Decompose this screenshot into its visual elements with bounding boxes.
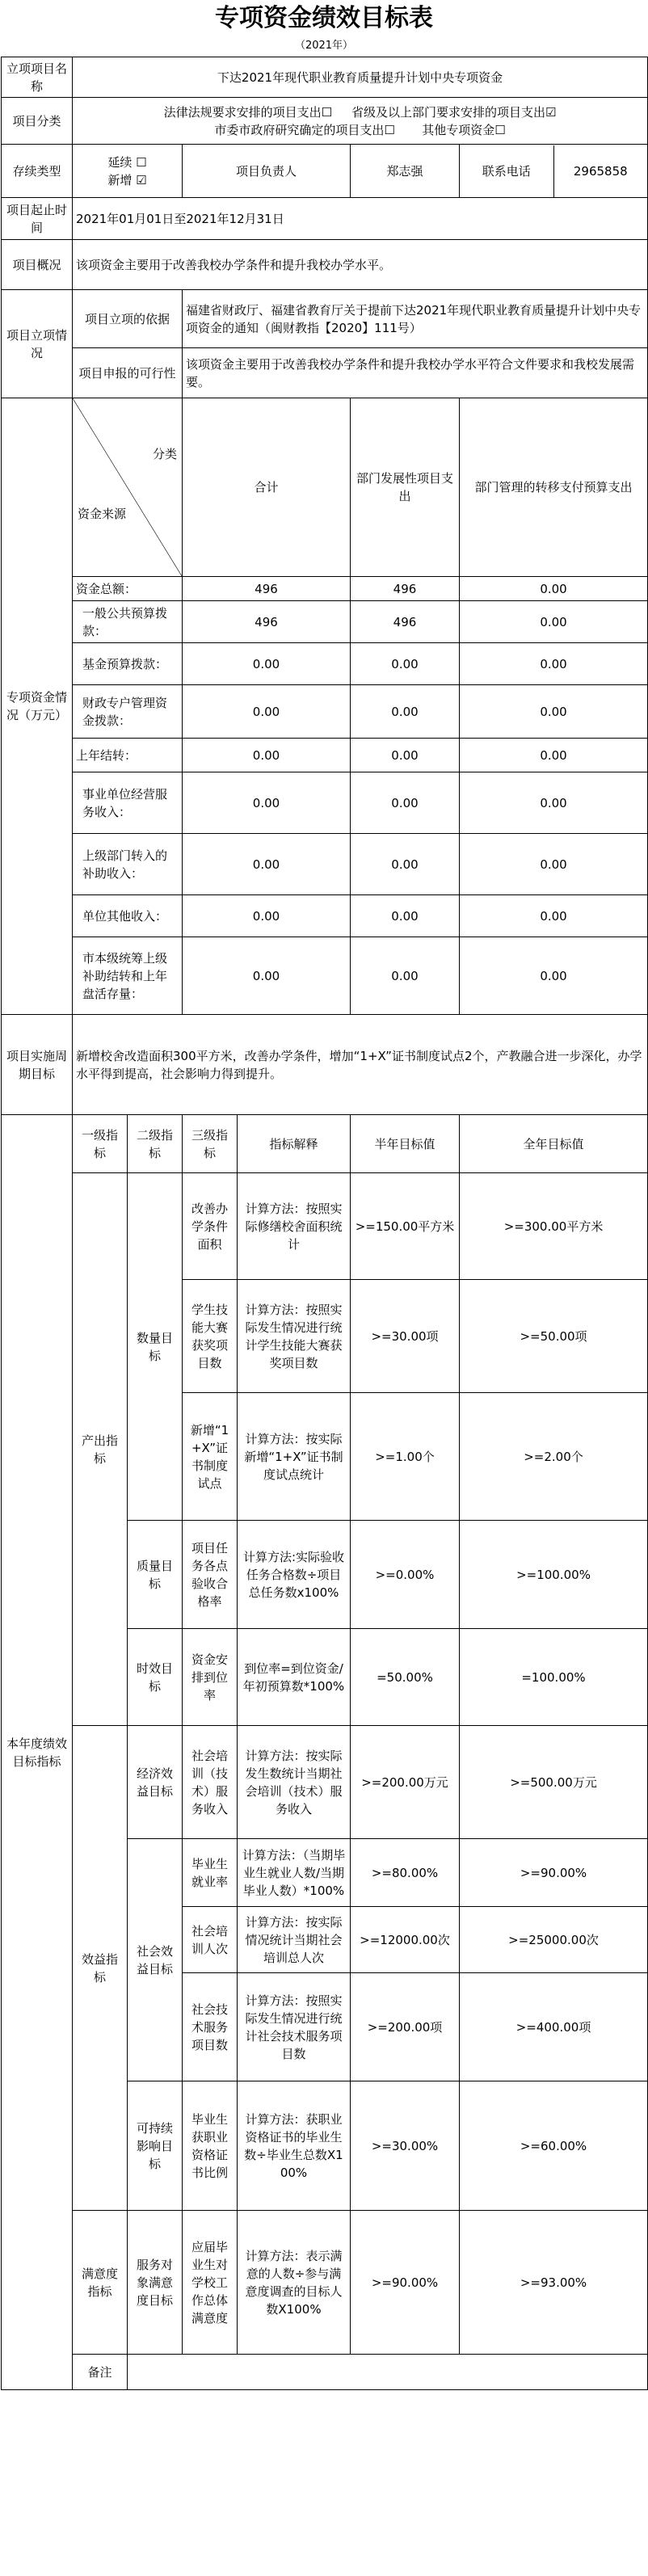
fund-row-total: 0.00 <box>183 834 351 895</box>
fund-row-dev: 496 <box>351 601 460 643</box>
ind-header-l3: 三级指标 <box>183 1115 238 1173</box>
phone-cell <box>460 145 648 198</box>
feasibility: 该项资金主要用于改善我校办学条件和提升我校办学水平符合文件要求和我校发展需要。 <box>183 348 648 398</box>
fund-category-label: 分类 <box>152 447 177 461</box>
indicator-desc: 计算方法：（当期毕业生就业人数/当期毕业人数）*100% <box>238 1839 351 1907</box>
indicator-name: 学生技能大赛获奖项目数 <box>183 1280 238 1393</box>
fund-row-total: 496 <box>183 601 351 643</box>
indicator-name: 资金安排到位率 <box>183 1629 238 1726</box>
indicator-desc: 到位率=到位资金/年初预算数*100% <box>238 1629 351 1726</box>
social-label: 社会效益目标 <box>128 1839 183 2081</box>
fund-row-total: 0.00 <box>183 739 351 772</box>
indicator-full: >=50.00项 <box>460 1280 648 1393</box>
ind-header-desc: 指标解释 <box>238 1115 351 1173</box>
approval-basis: 福建省财政厅、福建省教育厅关于提前下达2021年现代职业教育质量提升计划中央专项资金的通知（闽财教指【2020】111号） <box>183 290 648 348</box>
indicator-desc: 计算方法:实际验收任务合格数÷项目总任务数x100% <box>238 1521 351 1629</box>
indicator-name: 社会技术服务项目数 <box>183 1973 238 2081</box>
quality-label: 质量目标 <box>128 1521 183 1629</box>
time-label: 时效目标 <box>128 1629 183 1726</box>
existing-options <box>73 145 183 198</box>
fund-row-transfer: 0.00 <box>460 739 648 772</box>
sustain-label: 可持续影响目标 <box>128 2081 183 2211</box>
existing-new[interactable]: 新增 ☑ <box>107 172 147 187</box>
fund-row-label: 财政专户管理资金拨款： <box>73 685 183 739</box>
remark-value <box>128 2355 648 2390</box>
fund-row-transfer: 0.00 <box>460 834 648 895</box>
fund-row-total: 0.00 <box>183 895 351 937</box>
fund-row-label: 上年结转： <box>73 739 183 772</box>
fund-row-dev: 0.00 <box>351 834 460 895</box>
indicator-half: =50.00% <box>351 1629 460 1726</box>
fund-row-total: 0.00 <box>183 937 351 1015</box>
fund-row-dev: 0.00 <box>351 772 460 834</box>
existing-label: 存续类型 <box>2 145 73 198</box>
fund-row-dev: 0.00 <box>351 685 460 739</box>
fund-diagonal-header <box>73 398 183 577</box>
indicator-desc: 计算方法：按照实际发生情况进行统计社会技术服务项目数 <box>238 1973 351 2081</box>
fund-row-transfer: 0.00 <box>460 895 648 937</box>
indicator-full: >=400.00项 <box>460 1973 648 2081</box>
ind-header-half: 半年目标值 <box>351 1115 460 1173</box>
indicator-desc: 计算方法：按实际发生数统计当期社会培训（技术）服务收入 <box>238 1726 351 1839</box>
indicator-half: >=0.00% <box>351 1521 460 1629</box>
category-other[interactable]: 其他专项资金☐ <box>422 122 506 137</box>
period-label: 项目起止时间 <box>2 198 73 240</box>
overview-label: 项目概况 <box>2 240 73 290</box>
indicator-half: >=200.00项 <box>351 1973 460 2081</box>
phone-label: 联系电话 <box>460 145 554 197</box>
fund-row-dev: 0.00 <box>351 895 460 937</box>
indicator-full: >=2.00个 <box>460 1393 648 1521</box>
indicator-half: >=12000.00次 <box>351 1907 460 1973</box>
indicator-half: >=90.00% <box>351 2211 460 2355</box>
indicator-desc: 计算方法：按照实际发生情况进行统计学生技能大赛获奖项目数 <box>238 1280 351 1393</box>
category-law[interactable]: 法律法规要求安排的项目支出☐ <box>163 104 333 120</box>
fund-dev-header: 部门发展性项目支出 <box>351 398 460 577</box>
category-provincial[interactable]: 省级及以上部门要求安排的项目支出☑ <box>351 104 557 120</box>
impl-label: 项目实施周期目标 <box>2 1015 73 1115</box>
fund-row-dev: 0.00 <box>351 739 460 772</box>
benefit-label: 效益指标 <box>73 1726 128 2211</box>
fund-row-label: 一般公共预算拨款： <box>73 601 183 643</box>
project-name-label: 立项项目名称 <box>2 57 73 98</box>
indicator-full: >=100.00% <box>460 1521 648 1629</box>
period-value: 2021年01月01日至2021年12月31日 <box>73 198 648 240</box>
fund-source-label: 资金来源 <box>78 507 127 521</box>
indicator-full: =100.00% <box>460 1629 648 1726</box>
ind-header-full: 全年目标值 <box>460 1115 648 1173</box>
indicator-name: 社会培训（技术）服务收入 <box>183 1726 238 1839</box>
indicator-half: >=30.00项 <box>351 1280 460 1393</box>
fund-row-dev: 0.00 <box>351 937 460 1015</box>
fund-row-dev: 496 <box>351 577 460 601</box>
fund-row-transfer: 0.00 <box>460 601 648 643</box>
indicator-half: >=200.00万元 <box>351 1726 460 1839</box>
approval-basis-label: 项目立项的依据 <box>73 290 183 348</box>
indicator-half: >=30.00% <box>351 2081 460 2211</box>
leader-label: 项目负责人 <box>183 145 351 198</box>
existing-continue[interactable]: 延续 ☐ <box>107 154 147 170</box>
indicator-name: 毕业生就业率 <box>183 1839 238 1907</box>
indicator-full: >=25000.00次 <box>460 1907 648 1973</box>
fund-row-total: 496 <box>183 577 351 601</box>
indicator-full: >=90.00% <box>460 1839 648 1907</box>
fund-row-transfer: 0.00 <box>460 772 648 834</box>
indicator-half: >=80.00% <box>351 1839 460 1907</box>
fund-label: 专项资金情况（万元） <box>2 398 73 1015</box>
fund-row-label: 上级部门转入的补助收入： <box>73 834 183 895</box>
fund-row-label: 市本级统筹上级补助结转和上年盘活存量： <box>73 937 183 1015</box>
fund-transfer-header: 部门管理的转移支付预算支出 <box>460 398 648 577</box>
ind-header-l1: 一级指标 <box>73 1115 128 1173</box>
phone-value: 2965858 <box>573 163 628 179</box>
leader-value: 郑志强 <box>351 145 460 198</box>
fund-row-total: 0.00 <box>183 685 351 739</box>
fund-row-label: 单位其他收入： <box>73 895 183 937</box>
year-label: （2021年） <box>294 40 354 52</box>
category-options <box>73 98 648 145</box>
category-label: 项目分类 <box>2 98 73 145</box>
fund-total-header: 合计 <box>183 398 351 577</box>
indicator-desc: 计算方法：按实际情况统计当期社会培训总人次 <box>238 1907 351 1973</box>
indicator-desc: 计算方法：按照实际修缮校舍面积统计 <box>238 1173 351 1280</box>
qty-label: 数量目标 <box>128 1173 183 1521</box>
overview-value: 该项资金主要用于改善我校办学条件和提升我校办学水平。 <box>73 240 648 290</box>
econ-label: 经济效益目标 <box>128 1726 183 1839</box>
remark-label: 备注 <box>73 2355 128 2390</box>
feasibility-label: 项目申报的可行性 <box>73 348 183 398</box>
indicator-full: >=300.00平方米 <box>460 1173 648 1280</box>
indicator-name: 毕业生获职业资格证书比例 <box>183 2081 238 2211</box>
indicator-name: 改善办学条件面积 <box>183 1173 238 1280</box>
indicator-name: 项目任务各点验收合格率 <box>183 1521 238 1629</box>
indicator-full: >=500.00万元 <box>460 1726 648 1839</box>
indicator-desc: 计算方法：获职业资格证书的毕业生数÷毕业生总数X100% <box>238 2081 351 2211</box>
impl-text: 新增校舍改造面积300平方米，改善办学条件，增加“1+X”证书制度试点2个，产教融合进一步深化，办学水平得到提高，社会影响力得到提升。 <box>73 1015 648 1115</box>
indicator-desc: 计算方法：表示满意的人数÷参与满意度调查的目标人数X100% <box>238 2211 351 2355</box>
fund-row-dev: 0.00 <box>351 643 460 685</box>
fund-row-transfer: 0.00 <box>460 685 648 739</box>
ind-header-l2: 二级指标 <box>128 1115 183 1173</box>
indicator-name: 社会培训人次 <box>183 1907 238 1973</box>
satisfaction-label: 满意度指标 <box>73 2211 128 2355</box>
diagonal-line <box>73 398 182 576</box>
indicator-label: 本年度绩效目标指标 <box>2 1115 73 2390</box>
fund-row-transfer: 0.00 <box>460 577 648 601</box>
indicator-half: >=150.00平方米 <box>351 1173 460 1280</box>
indicator-full: >=60.00% <box>460 2081 648 2211</box>
approval-label: 项目立项情况 <box>2 290 73 398</box>
fund-row-total: 0.00 <box>183 643 351 685</box>
fund-row-total: 0.00 <box>183 772 351 834</box>
indicator-name: 应届毕业生对学校工作总体满意度 <box>183 2211 238 2355</box>
output-label: 产出指标 <box>73 1173 128 1726</box>
indicator-desc: 计算方法：按实际新增“1+X”证书制度试点统计 <box>238 1393 351 1521</box>
fund-row-label: 资金总额： <box>73 577 183 601</box>
fund-row-label: 事业单位经营服务收入： <box>73 772 183 834</box>
indicator-full: >=93.00% <box>460 2211 648 2355</box>
category-municipal[interactable]: 市委市政府研究确定的项目支出☐ <box>214 122 395 137</box>
fund-row-label: 基金预算拨款： <box>73 643 183 685</box>
project-name: 下达2021年现代职业教育质量提升计划中央专项资金 <box>73 57 648 98</box>
page-title: 专项资金绩效目标表 <box>215 4 433 32</box>
indicator-name: 新增“1+X”证书制度试点 <box>183 1393 238 1521</box>
indicator-half: >=1.00个 <box>351 1393 460 1521</box>
service-label: 服务对象满意度目标 <box>128 2211 183 2355</box>
performance-table <box>1 57 648 2390</box>
fund-row-transfer: 0.00 <box>460 937 648 1015</box>
fund-row-transfer: 0.00 <box>460 643 648 685</box>
